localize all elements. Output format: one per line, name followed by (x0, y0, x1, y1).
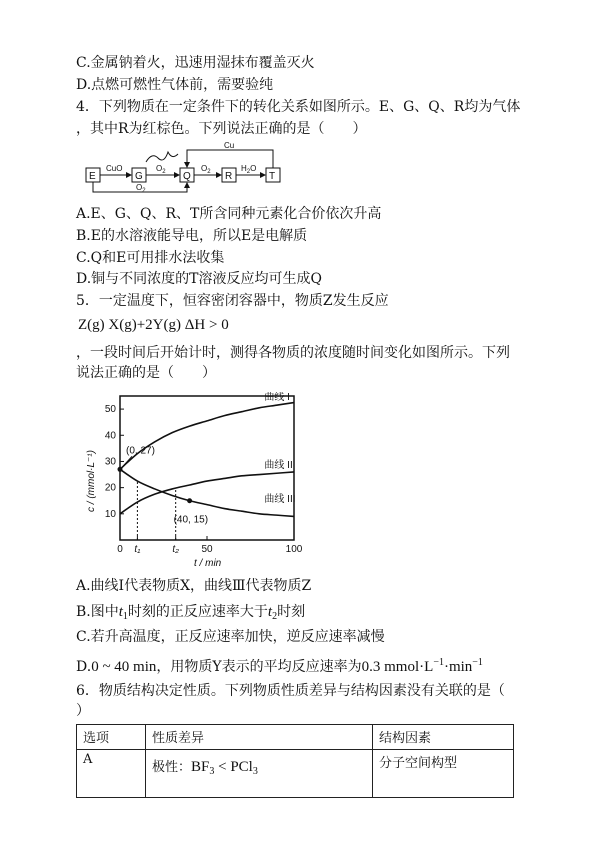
x-axis-label: t / min (194, 558, 222, 569)
q5-d-mid: ，用物质Y表示的平均反应速率为 (156, 659, 362, 675)
node-r: R (225, 171, 233, 182)
reagent-o2-gq: $O_2$ (156, 164, 166, 175)
q6-stem-line2: ） (76, 703, 90, 719)
y-tick-label: 20 (104, 482, 116, 494)
row-a-property: 极性：$BF_3 < PCl_3$ (146, 750, 373, 798)
q5-option-a: A.曲线Ⅰ代表物质X，曲线Ⅲ代表物质Z (76, 578, 312, 594)
series-label-2: 曲线 II (264, 459, 293, 471)
q6-stem-line1: 6．物质结构决定性质。下列物质性质差异与结构因素没有关联的是（ (76, 683, 505, 699)
table-header-row (77, 725, 514, 750)
q5-option-b (76, 603, 305, 626)
q4-stem-line2: ，其中R为红棕色。下列说法正确的是（ ） (76, 121, 367, 137)
y-tick-label: 10 (104, 508, 116, 520)
q5-d-prefix: D. (76, 659, 92, 675)
q5-stem-line1: 5．一定温度下，恒容密闭容器中，物质Z发生反应 (76, 293, 389, 309)
reagent-o2-eq: $O_2$ (136, 183, 146, 194)
q5-reaction-equation: Z(g) X(g)+2Y(g) ΔH > 0 (78, 317, 229, 333)
q5-option-c: C.若升高温度，正反应速率加快，逆反应速率减慢 (76, 629, 385, 645)
x-tick-label: 0 (117, 544, 123, 555)
option-d-prev: D.点燃可燃性气体前，需要验纯 (76, 77, 274, 93)
q5-stem-line2: ，一段时间后开始计时，测得各物质的浓度随时间变化如图所示。下列 (76, 345, 510, 361)
header-property: 性质差异 (146, 725, 373, 750)
q5-stem-line3: 说法正确的是（ ） (76, 365, 216, 381)
node-e: E (89, 171, 96, 182)
x-tick-label: 100 (285, 544, 303, 555)
rate-value: 0.3 $mmol\cdot L^{-1}\cdot\min^{-1}$ (361, 657, 483, 675)
reagent-o2-qr: $O_2$ (201, 164, 211, 175)
data-point-marker (118, 467, 123, 472)
series-line-3 (120, 469, 294, 516)
y-axis-label: c / (mmol·L⁻¹) (86, 450, 97, 512)
reagent-cu: Cu (224, 141, 235, 150)
option-c-prev: C.金属钠着火，迅速用湿抹布覆盖灭火 (76, 55, 315, 71)
q4-option-d: D.铜与不同浓度的T溶液反应均可生成Q (76, 271, 322, 287)
q4-conversion-diagram (84, 140, 290, 200)
concentration-time-chart (84, 392, 304, 570)
q5-option-d (76, 654, 483, 676)
q5-b-mid: 时刻的正反应速率大于 (127, 604, 268, 620)
y-tick-label: 50 (104, 404, 116, 416)
t2-symbol: $t_2$ (267, 604, 278, 622)
header-option: 选项 (77, 725, 146, 750)
row-a-option: A (77, 750, 146, 798)
row-a-factor: 分子空间构型 (373, 750, 514, 798)
crossed-out-mark (146, 152, 178, 162)
header-factor: 结构因素 (373, 725, 514, 750)
annotation-40-15: (40, 15) (173, 514, 209, 526)
reagent-h2o: $H_2O$ (241, 164, 257, 175)
series-label-1: 曲线 I (264, 392, 290, 403)
data-point-marker (187, 498, 192, 503)
node-q: Q (183, 171, 191, 182)
series-line-2 (120, 472, 294, 514)
arrow-t-q-cu (187, 150, 273, 168)
q4-option-c: C.Q和E可用排水法收集 (76, 250, 225, 266)
table-row (77, 750, 514, 798)
q6-options-table (76, 724, 514, 798)
y-tick-label: 40 (104, 430, 116, 442)
y-tick-label: 30 (104, 456, 116, 468)
time-range: 0 ~ 40 min (91, 659, 157, 675)
series-label-3: 曲线 III (264, 493, 296, 505)
x-tick-label: t₁ (134, 544, 141, 555)
q5-b-suffix: 时刻 (277, 604, 306, 620)
x-tick-label: 50 (201, 544, 213, 555)
q4-stem-line1: 4．下列物质在一定条件下的转化关系如图所示。E、G、Q、R均为气体 (76, 99, 521, 115)
node-g: G (135, 171, 143, 182)
reagent-cuo: CuO (106, 164, 123, 173)
q4-option-b: B.E的水溶液能导电，所以E是电解质 (76, 228, 308, 244)
node-t: T (269, 171, 276, 182)
t1-symbol: $t_1$ (118, 604, 128, 622)
q5-b-prefix: B.图中 (76, 604, 119, 620)
annotation-0-27: (0, 27) (126, 445, 155, 457)
x-tick-label: t₂ (172, 544, 179, 555)
q4-option-a: A.E、G、Q、R、T所含同种元素化合价依次升高 (76, 206, 382, 222)
